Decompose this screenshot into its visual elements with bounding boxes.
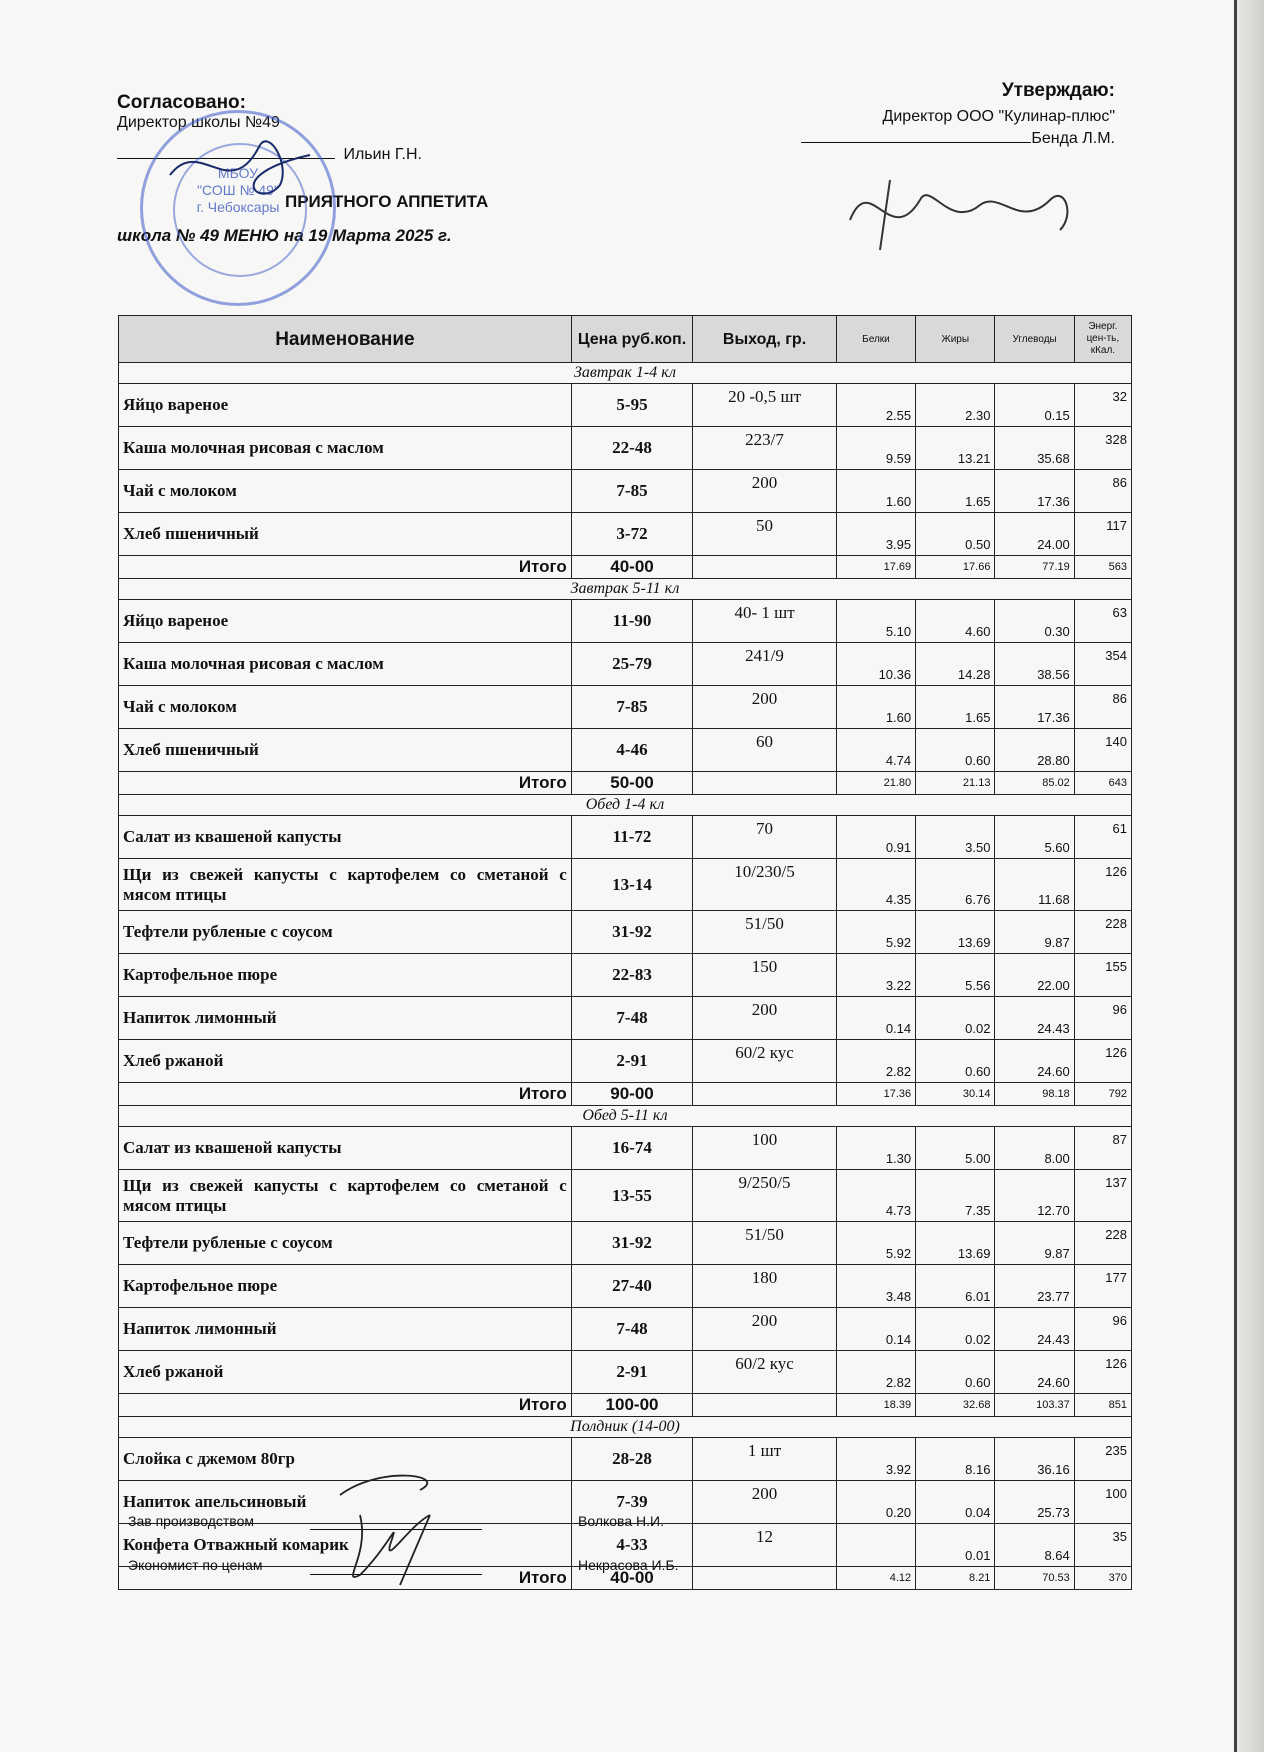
- dish-fat: 13.21: [916, 427, 995, 470]
- dish-carbs: 9.87: [995, 1222, 1074, 1265]
- footer-role-production: Зав производством: [128, 1513, 254, 1529]
- greeting: ПРИЯТНОГО АППЕТИТА: [285, 192, 489, 211]
- dish-output: 60/2 кус: [693, 1040, 837, 1083]
- menu-subtitle: школа № 49 МЕНЮ на 19 Марта 2025 г.: [117, 226, 452, 245]
- total-output-empty: [693, 1083, 837, 1106]
- dish-fat: 8.16: [916, 1438, 995, 1481]
- dish-name: Напиток лимонный: [119, 1308, 572, 1351]
- dish-protein: 2.82: [836, 1351, 915, 1394]
- col-protein: Белки: [836, 316, 915, 363]
- dish-price: 7-48: [571, 997, 692, 1040]
- dish-fat: 1.65: [916, 686, 995, 729]
- dish-fat: 0.01: [916, 1524, 995, 1567]
- dish-protein: 3.22: [836, 954, 915, 997]
- dish-kcal: 177: [1074, 1265, 1131, 1308]
- dish-name: Салат из квашеной капусты: [119, 816, 572, 859]
- total-output-empty: [693, 1567, 837, 1590]
- dish-price: 4-46: [571, 729, 692, 772]
- dish-kcal: 354: [1074, 643, 1131, 686]
- dish-kcal: 235: [1074, 1438, 1131, 1481]
- dish-fat: 0.60: [916, 1040, 995, 1083]
- dish-fat: 2.30: [916, 384, 995, 427]
- dish-kcal: 137: [1074, 1170, 1131, 1222]
- table-row: [119, 997, 1132, 1040]
- col-carbs: Углеводы: [995, 316, 1074, 363]
- dish-name: Щи из свежей капусты с картофелем со сметаной с мясом птицы: [119, 1170, 572, 1222]
- total-protein: 4.12: [836, 1567, 915, 1590]
- stamp-text: МБОУ "СОШ № 49" г. Чебоксары: [196, 165, 280, 215]
- footer-row-1: [128, 1513, 664, 1529]
- table-row: [119, 1170, 1132, 1222]
- dish-protein: 3.48: [836, 1265, 915, 1308]
- total-kcal: 563: [1074, 556, 1131, 579]
- dish-kcal: 100: [1074, 1481, 1131, 1524]
- dish-kcal: 63: [1074, 600, 1131, 643]
- school-director-name: Ильин Г.Н.: [343, 146, 422, 163]
- table-row: [119, 1127, 1132, 1170]
- table-row: [119, 686, 1132, 729]
- dish-kcal: 155: [1074, 954, 1131, 997]
- table-header-row: [119, 316, 1132, 363]
- dish-fat: 4.60: [916, 600, 995, 643]
- dish-carbs: 24.00: [995, 513, 1074, 556]
- total-label: Итого: [119, 1083, 572, 1106]
- dish-kcal: 328: [1074, 427, 1131, 470]
- dish-carbs: 24.43: [995, 1308, 1074, 1351]
- dish-carbs: 25.73: [995, 1481, 1074, 1524]
- dish-kcal: 32: [1074, 384, 1131, 427]
- total-fat: 32.68: [916, 1394, 995, 1417]
- dish-output: 241/9: [693, 643, 837, 686]
- section-title: Завтрак 1-4 кл: [119, 363, 1132, 384]
- dish-protein: 1.60: [836, 686, 915, 729]
- total-row: [119, 772, 1132, 795]
- col-energy: Энерг. цен-ть, кКал.: [1074, 316, 1131, 363]
- dish-protein: 3.92: [836, 1438, 915, 1481]
- dish-kcal: 96: [1074, 1308, 1131, 1351]
- signature-line: [801, 142, 1031, 143]
- dish-name: Хлеб ржаной: [119, 1351, 572, 1394]
- dish-fat: 0.02: [916, 997, 995, 1040]
- dish-price: 2-91: [571, 1040, 692, 1083]
- total-kcal: 792: [1074, 1083, 1131, 1106]
- total-protein: 17.36: [836, 1083, 915, 1106]
- total-price: 50-00: [571, 772, 692, 795]
- total-protein: 21.80: [836, 772, 915, 795]
- dish-output: 9/250/5: [693, 1170, 837, 1222]
- footer-row-2: [128, 1557, 679, 1573]
- total-price: 40-00: [571, 1567, 692, 1590]
- table-row: [119, 513, 1132, 556]
- dish-output: 200: [693, 470, 837, 513]
- total-output-empty: [693, 556, 837, 579]
- section-title: Обед 1-4 кл: [119, 795, 1132, 816]
- table-row: [119, 1438, 1132, 1481]
- table-row: [119, 911, 1132, 954]
- dish-price: 7-85: [571, 470, 692, 513]
- dish-kcal: 140: [1074, 729, 1131, 772]
- dish-name: Картофельное пюре: [119, 954, 572, 997]
- table-row: [119, 427, 1132, 470]
- dish-price: 28-28: [571, 1438, 692, 1481]
- dish-kcal: 86: [1074, 470, 1131, 513]
- dish-name: Щи из свежей капусты с картофелем со сметаной с мясом птицы: [119, 859, 572, 911]
- company-director-position: Директор ООО "Кулинар-плюс": [882, 108, 1115, 125]
- footer-role-economist: Экономист по ценам: [128, 1557, 263, 1573]
- dish-price: 7-39: [571, 1481, 692, 1524]
- dish-carbs: 35.68: [995, 427, 1074, 470]
- total-fat: 8.21: [916, 1567, 995, 1590]
- dish-output: 40- 1 шт: [693, 600, 837, 643]
- total-carbs: 70.53: [995, 1567, 1074, 1590]
- total-protein: 18.39: [836, 1394, 915, 1417]
- dish-protein: 4.73: [836, 1170, 915, 1222]
- table-row: [119, 1308, 1132, 1351]
- dish-price: 7-48: [571, 1308, 692, 1351]
- dish-protein: 2.55: [836, 384, 915, 427]
- dish-name: Слойка с джемом 80гр: [119, 1438, 572, 1481]
- dish-name: Картофельное пюре: [119, 1265, 572, 1308]
- dish-fat: 5.00: [916, 1127, 995, 1170]
- dish-carbs: 17.36: [995, 686, 1074, 729]
- dish-price: 31-92: [571, 1222, 692, 1265]
- dish-kcal: 61: [1074, 816, 1131, 859]
- dish-carbs: 24.60: [995, 1351, 1074, 1394]
- table-row: [119, 600, 1132, 643]
- dish-protein: 0.91: [836, 816, 915, 859]
- table-row: [119, 729, 1132, 772]
- dish-protein: 5.10: [836, 600, 915, 643]
- dish-protein: [836, 1524, 915, 1567]
- dish-output: 70: [693, 816, 837, 859]
- dish-output: 200: [693, 1481, 837, 1524]
- dish-carbs: 28.80: [995, 729, 1074, 772]
- dish-fat: 1.65: [916, 470, 995, 513]
- dish-output: 100: [693, 1127, 837, 1170]
- confirmation-block: [700, 80, 1115, 148]
- dish-price: 13-14: [571, 859, 692, 911]
- dish-name: Тефтели рубленые с соусом: [119, 911, 572, 954]
- dish-price: 11-72: [571, 816, 692, 859]
- dish-carbs: 9.87: [995, 911, 1074, 954]
- scan-page-edge: [1236, 0, 1264, 1752]
- table-row: [119, 643, 1132, 686]
- dish-price: 31-92: [571, 911, 692, 954]
- dish-output: 200: [693, 1308, 837, 1351]
- dish-protein: 10.36: [836, 643, 915, 686]
- total-row: [119, 1394, 1132, 1417]
- dish-name: Напиток лимонный: [119, 997, 572, 1040]
- col-output: Выход, гр.: [693, 316, 837, 363]
- total-label: Итого: [119, 556, 572, 579]
- scan-edge-line: [1234, 0, 1237, 1752]
- dish-fat: 7.35: [916, 1170, 995, 1222]
- table-row: [119, 1222, 1132, 1265]
- menu-table: [118, 315, 1132, 1590]
- dish-output: 223/7: [693, 427, 837, 470]
- dish-kcal: 228: [1074, 1222, 1131, 1265]
- total-kcal: 851: [1074, 1394, 1131, 1417]
- dish-kcal: 117: [1074, 513, 1131, 556]
- dish-protein: 5.92: [836, 1222, 915, 1265]
- dish-price: 2-91: [571, 1351, 692, 1394]
- total-fat: 21.13: [916, 772, 995, 795]
- dish-output: 51/50: [693, 911, 837, 954]
- dish-kcal: 126: [1074, 1351, 1131, 1394]
- dish-kcal: 86: [1074, 686, 1131, 729]
- dish-carbs: 0.15: [995, 384, 1074, 427]
- total-row: [119, 556, 1132, 579]
- dish-price: 27-40: [571, 1265, 692, 1308]
- dish-output: 1 шт: [693, 1438, 837, 1481]
- dish-carbs: 11.68: [995, 859, 1074, 911]
- dish-protein: 4.35: [836, 859, 915, 911]
- dish-carbs: 12.70: [995, 1170, 1074, 1222]
- dish-name: Каша молочная рисовая с маслом: [119, 427, 572, 470]
- dish-price: 22-48: [571, 427, 692, 470]
- dish-output: 10/230/5: [693, 859, 837, 911]
- table-row: [119, 1351, 1132, 1394]
- dish-name: Тефтели рубленые с соусом: [119, 1222, 572, 1265]
- dish-kcal: 228: [1074, 911, 1131, 954]
- table-row: [119, 470, 1132, 513]
- dish-carbs: 24.43: [995, 997, 1074, 1040]
- col-fat: Жиры: [916, 316, 995, 363]
- dish-output: 150: [693, 954, 837, 997]
- total-fat: 30.14: [916, 1083, 995, 1106]
- dish-output: 200: [693, 686, 837, 729]
- col-name: Наименование: [119, 316, 572, 363]
- dish-carbs: 17.36: [995, 470, 1074, 513]
- dish-name: Чай с молоком: [119, 470, 572, 513]
- dish-fat: 0.50: [916, 513, 995, 556]
- dish-price: 25-79: [571, 643, 692, 686]
- dish-carbs: 0.30: [995, 600, 1074, 643]
- total-label: Итого: [119, 1394, 572, 1417]
- total-price: 90-00: [571, 1083, 692, 1106]
- dish-price: 5-95: [571, 384, 692, 427]
- dish-carbs: 24.60: [995, 1040, 1074, 1083]
- dish-kcal: 126: [1074, 859, 1131, 911]
- dish-fat: 6.76: [916, 859, 995, 911]
- dish-output: 50: [693, 513, 837, 556]
- dish-name: Салат из квашеной капусты: [119, 1127, 572, 1170]
- section-row: [119, 1106, 1132, 1127]
- dish-name: Каша молочная рисовая с маслом: [119, 643, 572, 686]
- total-row: [119, 1083, 1132, 1106]
- dish-carbs: 36.16: [995, 1438, 1074, 1481]
- table-row: [119, 384, 1132, 427]
- dish-protein: 1.60: [836, 470, 915, 513]
- dish-output: 200: [693, 997, 837, 1040]
- dish-output: 20 -0,5 шт: [693, 384, 837, 427]
- dish-name: Чай с молоком: [119, 686, 572, 729]
- total-protein: 17.69: [836, 556, 915, 579]
- dish-protein: 0.14: [836, 1308, 915, 1351]
- table-row: [119, 1265, 1132, 1308]
- total-carbs: 98.18: [995, 1083, 1074, 1106]
- dish-kcal: 126: [1074, 1040, 1131, 1083]
- section-row: [119, 1417, 1132, 1438]
- school-director-position: Директор школы №49: [117, 114, 280, 131]
- total-carbs: 103.37: [995, 1394, 1074, 1417]
- table-row: [119, 859, 1132, 911]
- dish-output: 12: [693, 1524, 837, 1567]
- total-label: Итого: [119, 1567, 572, 1590]
- table-row: [119, 954, 1132, 997]
- dish-carbs: 5.60: [995, 816, 1074, 859]
- section-title: Полдник (14-00): [119, 1417, 1132, 1438]
- dish-fat: 13.69: [916, 1222, 995, 1265]
- table-row: [119, 1040, 1132, 1083]
- dish-fat: 6.01: [916, 1265, 995, 1308]
- dish-name: Хлеб ржаной: [119, 1040, 572, 1083]
- dish-name: Хлеб пшеничный: [119, 729, 572, 772]
- company-director-name: Бенда Л.М.: [1031, 130, 1115, 147]
- footer-name-production: Волкова Н.И.: [578, 1513, 664, 1529]
- total-output-empty: [693, 772, 837, 795]
- dish-fat: 14.28: [916, 643, 995, 686]
- dish-protein: 2.82: [836, 1040, 915, 1083]
- dish-price: 16-74: [571, 1127, 692, 1170]
- dish-name: Напиток апельсиновый: [119, 1481, 572, 1524]
- dish-kcal: 96: [1074, 997, 1131, 1040]
- dish-price: 7-85: [571, 686, 692, 729]
- total-output-empty: [693, 1394, 837, 1417]
- section-title: Завтрак 5-11 кл: [119, 579, 1132, 600]
- total-label: Итого: [119, 772, 572, 795]
- dish-fat: 13.69: [916, 911, 995, 954]
- total-carbs: 77.19: [995, 556, 1074, 579]
- dish-name: Яйцо вареное: [119, 600, 572, 643]
- section-row: [119, 579, 1132, 600]
- dish-protein: 4.74: [836, 729, 915, 772]
- dish-name: Конфета Отважный комарик: [119, 1524, 572, 1567]
- section-title: Обед 5-11 кл: [119, 1106, 1132, 1127]
- menu-body: [119, 363, 1132, 1590]
- section-row: [119, 363, 1132, 384]
- total-carbs: 85.02: [995, 772, 1074, 795]
- dish-protein: 0.14: [836, 997, 915, 1040]
- total-kcal: 643: [1074, 772, 1131, 795]
- dish-name: Яйцо вареное: [119, 384, 572, 427]
- school-director-signature: [160, 115, 330, 225]
- total-price: 40-00: [571, 556, 692, 579]
- total-price: 100-00: [571, 1394, 692, 1417]
- footer-signature: [300, 1455, 470, 1595]
- company-director-signature: [830, 160, 1090, 260]
- dish-kcal: 87: [1074, 1127, 1131, 1170]
- dish-carbs: 38.56: [995, 643, 1074, 686]
- dish-protein: 1.30: [836, 1127, 915, 1170]
- dish-carbs: 22.00: [995, 954, 1074, 997]
- dish-price: 13-55: [571, 1170, 692, 1222]
- dish-price: 11-90: [571, 600, 692, 643]
- dish-protein: 3.95: [836, 513, 915, 556]
- footer-name-economist: Некрасова И.Б.: [578, 1557, 679, 1573]
- dish-carbs: 23.77: [995, 1265, 1074, 1308]
- confirm-title: Утверждаю:: [1001, 80, 1115, 101]
- dish-name: Хлеб пшеничный: [119, 513, 572, 556]
- dish-kcal: 35: [1074, 1524, 1131, 1567]
- dish-output: 51/50: [693, 1222, 837, 1265]
- approved-title: Согласовано:: [117, 92, 246, 113]
- dish-price: 4-33: [571, 1524, 692, 1567]
- table-row: [119, 816, 1132, 859]
- dish-output: 180: [693, 1265, 837, 1308]
- dish-protein: 5.92: [836, 911, 915, 954]
- dish-protein: 9.59: [836, 427, 915, 470]
- total-fat: 17.66: [916, 556, 995, 579]
- dish-price: 3-72: [571, 513, 692, 556]
- dish-carbs: 8.64: [995, 1524, 1074, 1567]
- col-price: Цена руб.коп.: [571, 316, 692, 363]
- dish-fat: 0.60: [916, 1351, 995, 1394]
- dish-fat: 5.56: [916, 954, 995, 997]
- dish-output: 60: [693, 729, 837, 772]
- dish-output: 60/2 кус: [693, 1351, 837, 1394]
- dish-price: 22-83: [571, 954, 692, 997]
- total-kcal: 370: [1074, 1567, 1131, 1590]
- dish-fat: 0.60: [916, 729, 995, 772]
- dish-carbs: 8.00: [995, 1127, 1074, 1170]
- dish-protein: 0.20: [836, 1481, 915, 1524]
- dish-fat: 0.02: [916, 1308, 995, 1351]
- section-row: [119, 795, 1132, 816]
- dish-fat: 3.50: [916, 816, 995, 859]
- dish-fat: 0.04: [916, 1481, 995, 1524]
